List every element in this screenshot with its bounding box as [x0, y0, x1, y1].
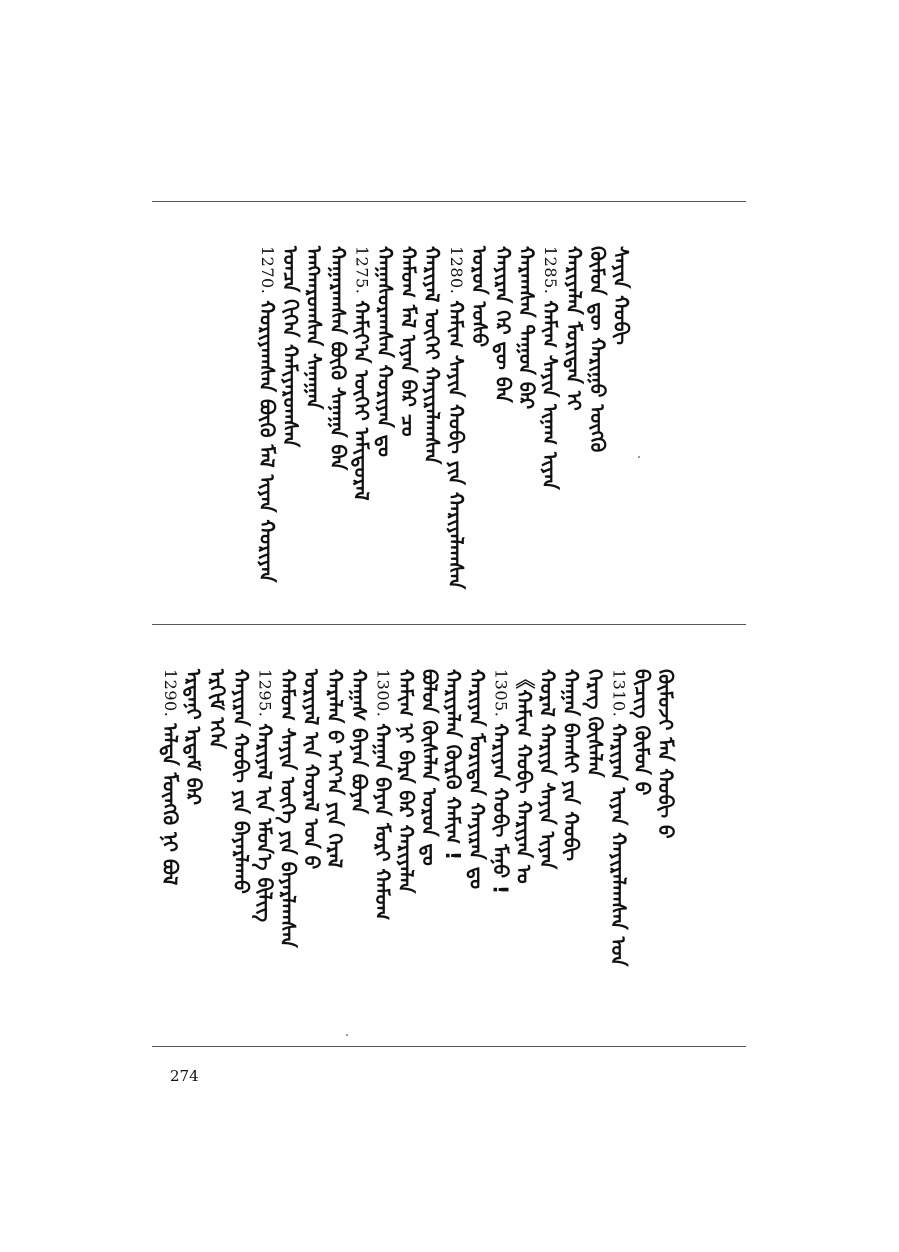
verse-text: ᠬᠠᠭᠠᠷᠠᠭᠰᠠᠨ ᠪᠦᠬᠦ ᠰᠠᠨᠠᠭᠠ ᠪᠠᠨ [325, 246, 350, 471]
verse-line [350, 246, 372, 501]
verse-text: ᠪᠢᠴᠢᠭ᠌ ᠬᠦᠮᠦᠨ ᠪ [630, 669, 654, 796]
verse-text: ᠬᠠᠮᠢᠶ᠎ᠠ ᠦᠭᠡᠢ ᠠᠮᠢᠳᠤᠷᠠᠯ [349, 300, 374, 501]
verse-text: ᠬᠠᠶᠢᠷᠠᠨ ᠬᠤᠪᠢ ᠶᠢᠨ ᠪᠠᠶᠠᠷᠯᠠᠬᠤ [228, 669, 253, 894]
verse-text: ᠣᠷᠤᠨ ᠤᠰᠤ [467, 246, 492, 348]
verse-line [442, 669, 464, 860]
verse-text: ᠬᠠᠷᠠᠭᠰᠠᠨ ᠳᠠᠭᠤᠨ ᠪᠡᠷ [514, 246, 539, 410]
verse-line [206, 669, 228, 749]
verse-line [539, 246, 561, 490]
verse-text: ᠬᠠᠷᠢᠶᠠᠯᠠᠨ ᠬᠦᠷᠬᠦ ᠬᠠᠮᠢᠭ ! [441, 669, 466, 861]
verse-text: ᠬᠠᠷᠢᠶᠠᠯ ᠢᠨ ᠡᠮᠦᠨ᠎ᠡ ᠪᠢᠯᠢᠭ [252, 723, 277, 923]
verse-text: ᠡᠷᠳᠡᠨᠢ ᠡᠷᠳᠡᠮ ᠪᠡᠷ [181, 669, 206, 806]
verse-line [324, 669, 346, 868]
verse-line [183, 669, 205, 805]
verse-line [303, 246, 325, 409]
verse-line [631, 669, 653, 795]
verse-text: ᠬᠤᠷᠠᠯ ᠬᠠᠷᠢᠶᠠ ᠰᠠᠶᠢᠨ ᠢᠶᠠᠨ [535, 669, 560, 870]
verse-text: ᠤᠷᠢᠶᠠᠯ ᠢᠨ ᠬᠤᠷᠠᠯ ᠤᠨ ᠪ [299, 669, 324, 870]
line-number: 1280. [446, 246, 466, 295]
verse-line [230, 669, 252, 894]
verse-line [159, 669, 181, 885]
verse-text: ᠬᠠᠷᠠᠯᠠᠨ ᠪ ᠠᠶ᠎ᠠ ᠶᠢᠨ ᠭᠡᠷᠡᠯ [323, 669, 348, 869]
verse-text: ᠬᠠᠭᠠᠨ ᠪᠠᠶᠠᠨ ᠮᠣᠷᠢ ᠬᠠᠮᠤᠭ [370, 723, 395, 921]
line-number: 1275. [352, 246, 372, 295]
verse-line [256, 246, 278, 582]
verse-line [516, 246, 538, 409]
verse-line [280, 246, 302, 447]
verse-text: ᠠᠯᠲᠠ ᠮᠥᠩᠭᠥ ᠨᠢ ᠪᠣᠯ [158, 723, 182, 886]
verse-line [586, 246, 608, 452]
line-number: 1270. [258, 246, 277, 295]
verse-text: ᠬᠠᠮᠤᠭ ᠮᠠᠯ ᠢᠶᠠᠨ ᠪᠠᠷ ᠴᠤ [396, 246, 421, 437]
verse-line [466, 669, 488, 889]
verse-line [537, 669, 559, 869]
line-number: 1285. [541, 246, 561, 295]
verse-line [395, 669, 417, 893]
verse-text: ᠬᠠᠷᠢᠶᠠᠨ ᠮᠣᠷᠢᠳᠠᠨ ᠬᠠᠶᠢᠷᠠᠨ ᠳᠤ [464, 669, 489, 890]
page-number: 274 [170, 1067, 199, 1085]
verse-text: ᠬᠠᠶᠢᠷᠠᠨ ᠭᠡᠷ ᠳᠦ ᠪᠡᠨ [491, 246, 515, 403]
verse-line [607, 669, 629, 966]
verse-line [421, 246, 443, 464]
verse-text: ᠬᠦᠮᠦᠵᠢ ᠮᠠᠨ ᠬᠤᠪᠢ ᠪ [653, 669, 678, 839]
verse-text: ᠬᠠᠭᠠᠰ ᠪᠠᠶᠠᠨ ᠪᠤᠶᠠᠨ [346, 669, 371, 814]
verse-line [489, 669, 511, 894]
verse-text: ᠰᠠᠶᠢᠨ ᠬᠤᠪᠢ [609, 246, 633, 345]
verse-line [610, 246, 632, 345]
verse-line [560, 669, 582, 861]
verse-text: ᠬᠡᠷᠡᠭ ᠬᠦᠰᠡᠯᠡᠨ [582, 669, 607, 778]
verse-line [277, 669, 299, 948]
verse-line [327, 246, 349, 470]
verse-line [371, 669, 393, 920]
verse-line [348, 669, 370, 814]
line-number: 1290. [161, 669, 180, 718]
verse-line [419, 669, 441, 866]
verse-text: ᠬᠠᠷᠢᠶᠠᠯ ᠦᠭᠡᠢ ᠬᠠᠶᠢᠷᠠᠯᠠᠭᠰᠠᠨ [420, 246, 445, 465]
verse-text: ᠡᠷᠬᠢᠮ ᠡᠬᠡᠨ [205, 669, 230, 750]
verse-line [301, 669, 323, 869]
print-speck [346, 1034, 348, 1036]
verse-line [253, 669, 275, 922]
verse-text: ᠬᠠᠭᠠᠰᠤᠷᠠᠭᠰᠠᠨ ᠬᠤᠷᠢᠶᠠᠨ ᠳᠤ [373, 246, 397, 457]
verse-line [445, 246, 467, 589]
verse-line [563, 246, 585, 411]
line-number: 1300. [373, 669, 393, 718]
line-number: 1295. [255, 669, 275, 718]
verse-text: 《ᠬᠠᠮᠢᠭ ᠬᠤᠪᠢ ᠬᠠᠷᠢᠶᠠᠨ ᠤ [512, 669, 536, 884]
verse-text: ᠬᠠᠷᠢᠶᠠᠯᠠᠨ ᠮᠣᠷᠢᠳᠠᠨ ᠢ [561, 246, 586, 411]
verse-text: ᠬᠠᠮᠢᠭ ᠨᠢ ᠪᠠᠷᠠ ᠪᠠᠷ ᠬᠠᠷᠢᠶᠠᠯᠠᠨ [394, 669, 418, 894]
verse-text: ᠬᠤᠷᠢᠶᠠᠭᠰᠠᠨ ᠪᠦᠬᠦ ᠮᠠᠯ ᠢᠶᠠᠨ ᠬᠤᠷᠢᠶᠠᠨ [255, 300, 279, 583]
line-number: 1305. [491, 669, 511, 718]
verse-line [374, 246, 396, 457]
verse-text: ᠬᠠᠭᠠᠨ ᠪᠠᠭᠰᠢ ᠶᠢᠨ ᠬᠤᠪᠢ [559, 669, 584, 861]
bottom-rule [152, 1046, 746, 1047]
verse-text: ᠣᠨᠴᠠ ᠭᠢᠭᠡᠨ ᠬᠠᠮᠢᠶᠠᠷᠤᠭᠰᠠᠨ [278, 246, 303, 448]
verse-text: ᠬᠠᠷᠢᠶᠠᠨ ᠢᠶᠠᠨ ᠬᠠᠶᠢᠷᠠᠯᠠᠭᠰᠠᠨ ᠤᠨ [606, 723, 631, 967]
verse-line [398, 246, 420, 437]
verse-text: ᠬᠦᠮᠦᠨ ᠳᠦ ᠬᠠᠷᠢᠭᠤ ᠦᠭᠭᠦ [585, 246, 610, 453]
upper-verse-block [152, 202, 746, 624]
verse-text: ᠠᠩᠬᠠᠷᠤᠭᠰᠠᠨ ᠰᠠᠨᠠᠭᠠᠨ [302, 246, 327, 410]
verse-text: ᠪᠣᠯᠤᠨ ᠬᠦᠰᠡᠯᠡᠨ ᠣᠷᠤᠨ ᠳᠤ [417, 669, 442, 866]
verse-text: ᠬᠠᠷᠢᠶᠠᠨ ᠬᠤᠪᠢ ᠮᠠᠨᠤ ! [488, 723, 513, 895]
print-speck [638, 456, 640, 458]
verse-line [468, 246, 490, 347]
verse-text: ᠬᠠᠮᠢᠭ ᠰᠠᠶᠢᠨ ᠬᠤᠪᠢ ᠶᠢᠨ ᠬᠠᠷᠢᠶᠠᠯᠠᠭᠰᠠᠨ [443, 300, 468, 590]
verse-text: ᠬᠠᠮᠤᠭ ᠰᠠᠶᠢᠨ ᠦᠭᠡ ᠶᠢᠨ ᠪᠠᠶᠠᠷᠯᠠᠭᠰᠠᠨ [276, 669, 300, 948]
lower-verse-block [152, 625, 746, 1046]
verse-line [655, 669, 677, 839]
verse-text: ᠬᠠᠮᠢᠭ ᠰᠠᠶᠢᠨ ᠢᠨᠠᠭ ᠢᠶᠠᠨ [538, 300, 563, 490]
verse-line [492, 246, 514, 403]
line-number: 1310. [609, 669, 629, 718]
verse-line [584, 669, 606, 777]
verse-line [513, 669, 535, 884]
